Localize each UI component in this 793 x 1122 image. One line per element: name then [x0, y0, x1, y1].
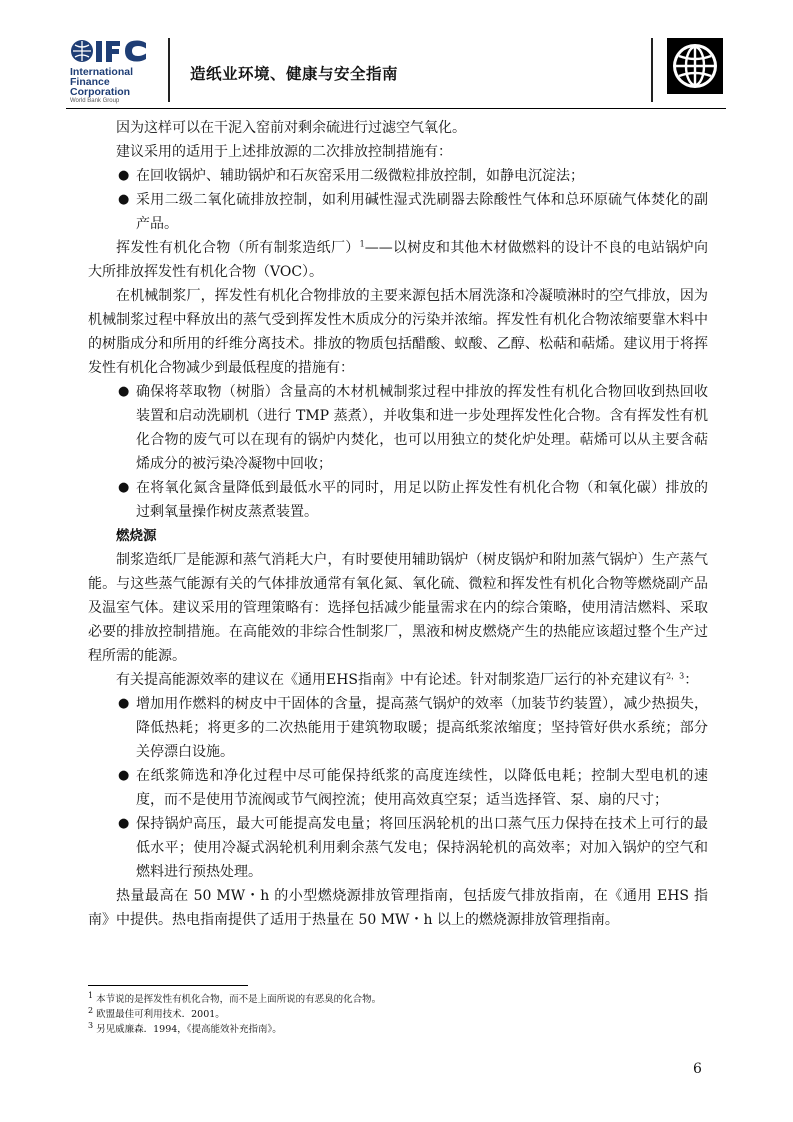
header-title: 造纸业环境、健康与安全指南: [190, 65, 399, 83]
list-item: [88, 476, 708, 524]
list-item: [88, 692, 708, 764]
body-text: [88, 116, 708, 932]
list-item-text: 采用二级二氧化硫排放控制，如利用碱性湿式洗刷器去除酸性气体和总环原硫气体焚化的副产品。: [136, 192, 708, 232]
page-header: [0, 0, 793, 110]
list-item-text: 确保将萃取物（树脂）含量高的木材机械制浆过程中排放的挥发性有机化合物回收到热回收装置和启动洗刷机（进行 TMP 蒸煮），并收集和进一步处理挥发性化合物。含有挥发性有机化合物的废气可以在现有的锅炉内焚化，也可以用独立的焚化炉处理。萜烯可以从主要含萜烯成分的被污染冷凝物中回收；: [136, 384, 708, 472]
section-heading: 燃烧源: [116, 528, 157, 544]
paragraph-3-lead: 挥发性有机化合物（所有制浆造纸厂）: [116, 240, 360, 256]
footnote-number: 1: [88, 990, 94, 1000]
world-bank-globe-icon: [667, 38, 723, 94]
paragraph-3: [88, 236, 708, 284]
paragraph-5: 制浆造纸厂是能源和蒸气消耗大户，有时要使用辅助锅炉（树皮锅炉和附加蒸气锅炉）生产蒸气能。与这些蒸气能源有关的气体排放通常有氧化氮、氧化硫、微粒和挥发性有机化合物等燃烧副产品及温室气体。建议采用的管理策略有：选择包括减少能量需求在内的综合策略，使用清洁燃料、采取必要的排放控制措施。在高能效的非综合性制浆厂，黑液和树皮燃烧产生的热能应该超过整个生产过程所需的能源。: [88, 552, 708, 664]
paragraph-4: 在机械制浆厂，挥发性有机化合物排放的主要来源包括木屑洗涤和冷凝喷淋时的空气排放，因为机械制浆过程中释放出的蒸气受到挥发性木质成分的污染并浓缩。挥发性有机化合物浓缩要靠木料中的树脂成分和所用的纤维分离技术。排放的物质包括醋酸、蚁酸、乙醇、松萜和萜烯。建议用于将挥发性有机化合物减少到最低程度的措施有：: [88, 288, 708, 376]
paragraph-1: 因为这样可以在干泥入窑前对剩余硫进行过滤空气氧化。: [116, 120, 466, 136]
ifc-logo: [70, 38, 150, 104]
header-divider-right: [651, 38, 653, 102]
bullet-icon: ●: [118, 480, 130, 495]
ifc-logo-tagline: World Bank Group: [70, 98, 120, 104]
ifc-logo-line-1: International: [70, 66, 134, 78]
footnote: [88, 992, 708, 1007]
footnote-ref: 1: [359, 239, 365, 249]
paragraph-6-lead: 有关提高能源效率的建议在《通用EHS指南》中有论述。针对制浆造厂运行的补充建议有: [116, 672, 667, 688]
ifc-logo-line-3: Corporation: [70, 86, 131, 98]
footnote-text: 本节说的是挥发性有机化合物，而不是上面所说的有恶臭的化合物。: [96, 994, 382, 1005]
bullet-icon: ●: [118, 768, 130, 783]
list-item: [88, 188, 708, 236]
list-item: [88, 380, 708, 476]
footnote-number: 3: [88, 1020, 94, 1030]
footnotes: [88, 992, 708, 1037]
list-item: [88, 164, 708, 188]
bullet-icon: ●: [118, 168, 130, 183]
ifc-logo-mark: [70, 38, 150, 66]
paragraph-6-end: ：: [684, 672, 699, 688]
list-item: [88, 812, 708, 884]
list-item-text: 增加用作燃料的树皮中干固体的含量，提高蒸气锅炉的效率（加装节约装置），减少热损失，降低热耗；将更多的二次热能用于建筑物取暖；提高纸浆浓缩度；坚持管好供水系统；部分关停漂白设施。: [136, 696, 708, 760]
list-item-text: 在将氧化氮含量降低到最低水平的同时，用足以防止挥发性有机化合物（和氧化碳）排放的过剩氧量操作树皮蒸煮装置。: [136, 480, 708, 520]
footnote: [88, 1022, 708, 1037]
bullet-icon: ●: [118, 384, 130, 399]
header-rule: [66, 108, 726, 109]
footnote: [88, 1007, 708, 1022]
footnote-text: 欧盟最佳可利用技术．2001。: [96, 1009, 225, 1020]
page-number: 6: [693, 1061, 702, 1077]
header-divider-left: [168, 38, 170, 102]
paragraph-2: 建议采用的适用于上述排放源的二次排放控制措施有：: [116, 144, 452, 160]
footnote-text: 另见威廉森．1994，《提高能效补充指南》。: [96, 1024, 282, 1035]
list-item-text: 保持锅炉高压，最大可能提高发电量；将回压涡轮机的出口蒸气压力保持在技术上可行的最低水平；使用冷凝式涡轮机利用剩余蒸气发电；保持涡轮机的高效率；对加入锅炉的空气和燃料进行预热处理。: [136, 816, 708, 880]
bullet-icon: ●: [118, 192, 130, 207]
footnote-ref: 2，3: [666, 671, 685, 681]
paragraph-3-body: ——以树皮和其他木材做燃料的设计不良的电站锅炉向大所排放挥发性有机化合物（VOC）。: [88, 240, 708, 280]
footnote-divider: [88, 985, 248, 986]
paragraph-7: 热量最高在 50 MW・h 的小型燃烧源排放管理指南，包括废气排放指南，在《通用 EHS 指南》中提供。热电指南提供了适用于热量在 50 MW・h 以上的燃烧源排放管理指南。: [88, 888, 708, 928]
list-item-text: 在回收锅炉、辅助锅炉和石灰窑采用二级微粒排放控制，如静电沉淀法；: [136, 168, 584, 184]
ifc-logo-line-2: Finance: [70, 76, 110, 88]
list-item: [88, 764, 708, 812]
paragraph-6: [88, 668, 708, 692]
bullet-icon: ●: [118, 696, 130, 711]
footnote-number: 2: [88, 1005, 94, 1015]
list-item-text: 在纸浆筛选和净化过程中尽可能保持纸浆的高度连续性，以降低电耗；控制大型电机的速度，而不是使用节流阀或节气阀控流；使用高效真空泵；适当选择管、泵、扇的尺寸；: [136, 768, 708, 808]
bullet-icon: ●: [118, 816, 130, 831]
